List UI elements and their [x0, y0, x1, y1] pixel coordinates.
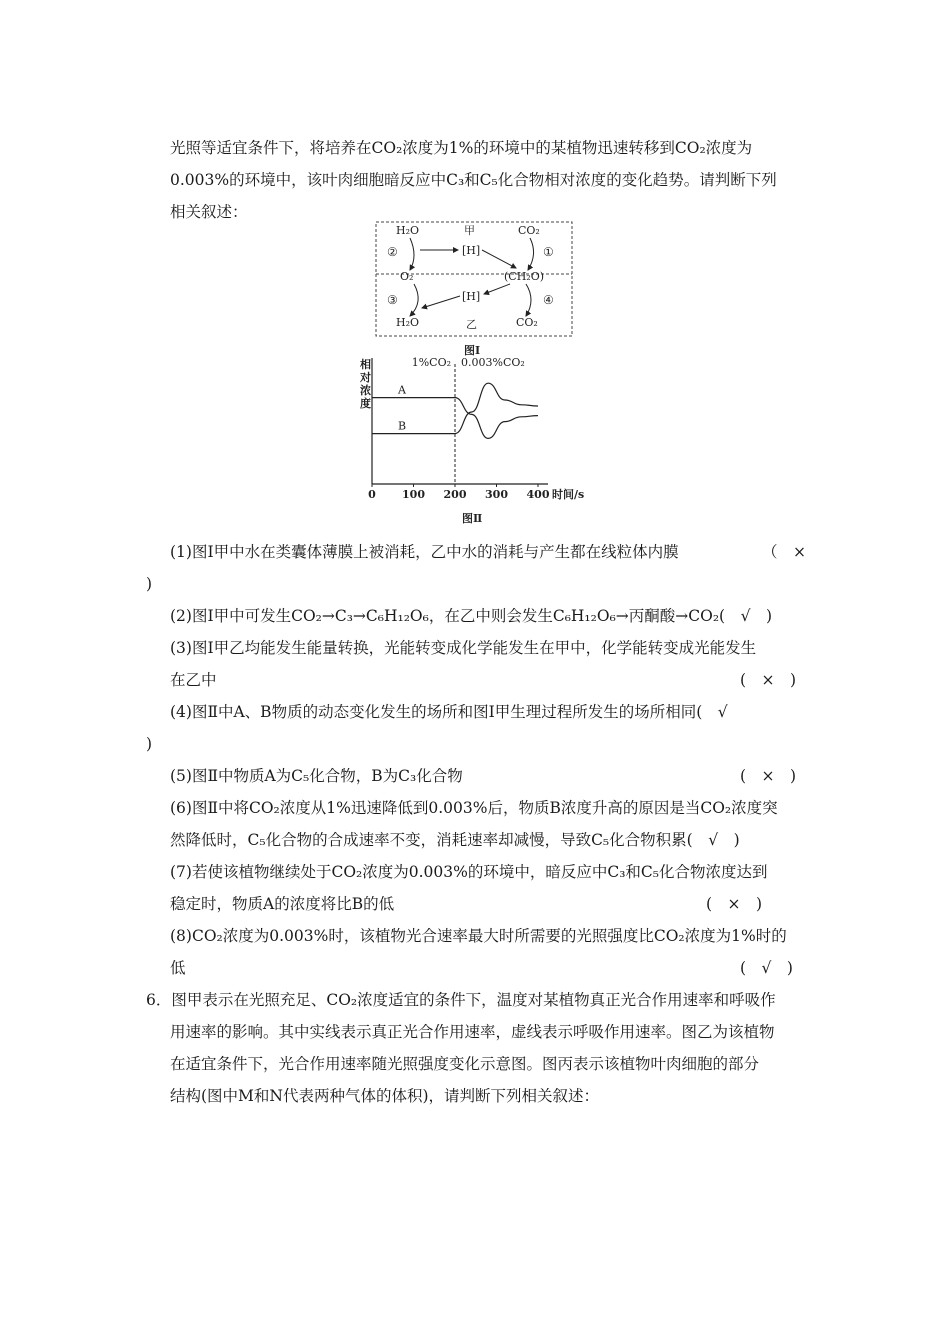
y-label-2: 对 [360, 371, 371, 384]
figure-1-caption: 图Ⅰ [464, 344, 481, 357]
intro-line-1: 光照等适宜条件下，将培养在CO₂浓度为1%的环境中的某植物迅速转移到CO₂浓度为 [170, 139, 753, 157]
series-A-line [372, 398, 538, 439]
co2-bottom: CO₂ [516, 316, 538, 329]
q7-text: (7)若使该植物继续处于CO₂浓度为0.003%的环境中，暗反应中C₃和C₅化合物浓度达到 [170, 863, 768, 881]
problem6-line-2: 用速率的影响。其中实线表示真正光合作用速率，虚线表示呼吸作用速率。图乙为该植物 [170, 1023, 775, 1041]
arrow-h-to-ch2o [482, 250, 516, 268]
x-tick-label: 300 [485, 488, 508, 501]
q4-close: ) [146, 735, 153, 753]
step-3: ③ [387, 293, 398, 307]
q7-text-2: 稳定时，物质A的浓度将比B的低 [170, 895, 395, 913]
annotation-0003pct: 0.003%CO₂ [461, 356, 525, 369]
arrow-ch2o-to-co2 [526, 284, 531, 316]
q3-text-2: 在乙中 [170, 671, 217, 689]
q8-text: (8)CO₂浓度为0.003%时，该植物光合速率最大时所需要的光照强度比CO₂浓度为1%时的 [170, 927, 787, 945]
q2-text: (2)图Ⅰ甲中可发生CO₂→C₃→C₆H₁₂O₆，在乙中则会发生C₆H₁₂O₆→丙酮酸→CO₂( √ ) [170, 607, 773, 625]
arrow-o2-to-h2o [410, 284, 418, 316]
y-label-4: 度 [360, 397, 371, 410]
step-4: ④ [543, 293, 554, 307]
x-tick-label: 100 [402, 488, 425, 501]
series-A-label: A [398, 383, 406, 397]
o2: O₂ [400, 270, 414, 283]
series-B-label: B [398, 419, 407, 433]
ch2o: (CH₂O) [504, 270, 545, 283]
q3-text: (3)图Ⅰ甲乙均能发生能量转换，光能转变成化学能发生在甲中，化学能转变成光能发生 [170, 639, 757, 657]
step-1: ① [543, 245, 554, 259]
intro-line-3: 相关叙述： [170, 203, 248, 221]
step-2: ② [387, 245, 398, 259]
co2-top: CO₂ [518, 224, 540, 237]
arrow-co2-to-ch2o [528, 238, 534, 270]
arrow-h-to-h2o [422, 296, 460, 308]
q6-text-2: 然降低时，C₅化合物的合成速率不变，消耗速率却减慢，导致C₅化合物积累( √ ) [170, 831, 740, 849]
arrow-h2o-to-o2 [410, 238, 414, 270]
y-label-3: 浓 [360, 384, 371, 397]
q3-answer: ( × ) [740, 671, 797, 689]
problem6-line-1: 6．图甲表示在光照充足、CO₂浓度适宜的条件下，温度对某植物真正光合作用速率和呼吸作 [146, 991, 776, 1009]
h2o-top: H₂O [396, 224, 420, 237]
q5-text: (5)图Ⅱ中物质A为C₅化合物，B为C₃化合物 [170, 767, 463, 785]
figure-2-chart [352, 352, 622, 530]
q1-text: (1)图Ⅰ甲中水在类囊体薄膜上被消耗，乙中水的消耗与产生都在线粒体内膜 [170, 543, 679, 561]
annotation-1pct: 1%CO₂ [411, 356, 451, 369]
x-tick-label: 400 [526, 488, 550, 501]
h-bottom: [H] [462, 290, 481, 303]
label-yi: 乙 [466, 318, 477, 331]
h-top: [H] [462, 244, 481, 257]
x-tick-label: 0 [368, 488, 376, 501]
arrow-ch2o-to-h [484, 284, 510, 294]
q6-text: (6)图Ⅱ中将CO₂浓度从1%迅速降低到0.003%后，物质B浓度升高的原因是当CO₂浓度突 [170, 799, 778, 817]
q4-text: (4)图Ⅱ中A、B物质的动态变化发生的场所和图Ⅰ甲生理过程所发生的场所相同( √ [170, 703, 728, 721]
y-label-1: 相 [360, 358, 371, 371]
chart-plot [368, 356, 584, 501]
h2o-bottom: H₂O [396, 316, 420, 329]
q7-answer: ( × ) [706, 895, 763, 913]
figure-1-diagram [370, 218, 580, 358]
x-axis-label: 时间/s [552, 488, 585, 501]
problem6-line-4: 结构(图中M和N代表两种气体的体积)，请判断下列相关叙述： [170, 1087, 600, 1105]
x-tick-label: 200 [443, 488, 467, 501]
figure-2-caption: 图Ⅱ [462, 512, 483, 525]
intro-line-2: 0.003%的环境中，该叶肉细胞暗反应中C₃和C₅化合物相对浓度的变化趋势。请判断下列 [170, 171, 777, 189]
q1-answer: （ × [762, 543, 806, 561]
q1-close: ) [146, 575, 153, 593]
problem6-line-3: 在适宜条件下，光合作用速率随光照强度变化示意图。图丙表示该植物叶肉细胞的部分 [170, 1055, 760, 1073]
q8-answer: ( √ ) [740, 959, 793, 977]
q8-text-2: 低 [170, 959, 186, 977]
label-jia: 甲 [464, 224, 475, 237]
q5-answer: ( × ) [740, 767, 797, 785]
